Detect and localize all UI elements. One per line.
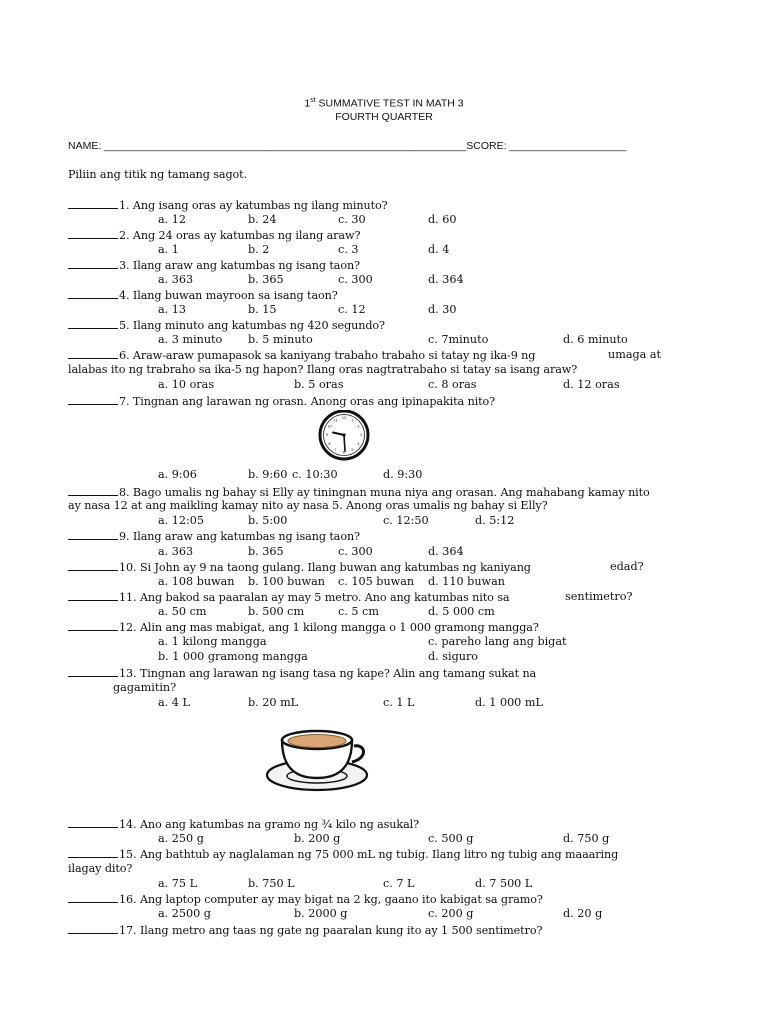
answer-blank <box>68 485 118 496</box>
option-d: d. 1 000 mL <box>475 696 543 709</box>
option-c: c. 10:30 <box>292 468 338 481</box>
option-d: d. 4 <box>428 243 450 256</box>
answer-blank <box>68 590 118 601</box>
question-6: 6. Araw-araw pumapasok sa kaniyang trabaho trabaho si tatay ng ika-9 ng <box>68 348 535 362</box>
option-a: a. 13 <box>158 303 187 316</box>
option-a: a. 1 <box>158 243 179 256</box>
option-d: d. 30 <box>428 303 457 316</box>
name-score-row <box>68 140 626 152</box>
option-d: d. 750 g <box>563 832 610 845</box>
instruction: Piliin ang titik ng tamang sagot. <box>68 168 248 181</box>
answer-blank <box>68 288 118 299</box>
option-d: d. 9:30 <box>383 468 423 481</box>
option-a: a. 12 <box>158 213 187 226</box>
question-16: 16. Ang laptop computer ay may bigat na 2 kg, gaano ito kabigat sa gramo? <box>68 892 543 906</box>
option-d: d. 5:12 <box>475 514 515 527</box>
option-c: c. 1 L <box>383 696 415 709</box>
option-b: b. 5:00 <box>248 514 288 527</box>
option-c: c. 30 <box>338 213 366 226</box>
svg-text:8: 8 <box>328 442 331 446</box>
option-b: b. 15 <box>248 303 277 316</box>
option-a: a. 2500 g <box>158 907 211 920</box>
question-10-tail: edad? <box>610 560 644 573</box>
option-a: a. 75 L <box>158 877 198 890</box>
option-c: c. 300 <box>338 545 373 558</box>
svg-text:5: 5 <box>351 448 354 452</box>
svg-text:2: 2 <box>357 424 360 429</box>
option-d: d. 20 g <box>563 907 603 920</box>
question-7: 7. Tingnan ang larawan ng orasn. Anong oras ang ipinapakita nito? <box>68 394 495 408</box>
option-b: b. 1 000 gramong mangga <box>158 650 308 663</box>
option-a: a. 108 buwan <box>158 575 235 588</box>
option-a: a. 50 cm <box>158 605 207 618</box>
clock-icon <box>314 410 374 462</box>
answer-blank <box>68 817 118 828</box>
question-10: 10. Si John ay 9 na taong gulang. Ilang buwan ang katumbas ng kaniyang <box>68 560 531 574</box>
option-b: b. 9:60 <box>248 468 288 481</box>
question-14: 14. Ano ang katumbas na gramo ng ¾ kilo ng asukal? <box>68 817 419 831</box>
coffee-cup-icon <box>262 726 372 794</box>
option-c: c. 7 L <box>383 877 415 890</box>
answer-blank <box>68 228 118 239</box>
answer-blank <box>68 923 118 934</box>
answer-blank <box>68 318 118 329</box>
option-c: c. pareho lang ang bigat <box>428 635 567 648</box>
option-b: b. 750 L <box>248 877 295 890</box>
option-c: c. 300 <box>338 273 373 286</box>
question-9: 9. Ilang araw ang katumbas ng isang taon? <box>68 529 360 543</box>
option-a: a. 363 <box>158 273 194 286</box>
option-d: d. 6 minuto <box>563 333 628 346</box>
answer-blank <box>68 529 118 540</box>
answer-blank <box>68 560 118 571</box>
question-1: 1. Ang isang oras ay katumbas ng ilang minuto? <box>68 198 388 212</box>
option-c: c. 12:50 <box>383 514 429 527</box>
option-b: b. 24 <box>248 213 277 226</box>
question-11: 11. Ang bakod sa paaralan ay may 5 metro. Ano ang katumbas nito sa <box>68 590 509 604</box>
question-13-line-2: gagamitin? <box>113 681 177 694</box>
answer-blank <box>68 394 118 405</box>
question-15-line-2: ilagay dito? <box>68 862 133 875</box>
option-a: a. 12:05 <box>158 514 205 527</box>
test-title: 1st SUMMATIVE TEST IN MATH 3 <box>304 97 464 110</box>
option-b: b. 365 <box>248 273 284 286</box>
question-8: 8. Bago umalis ng bahay si Elly ay tiningnan muna niya ang orasan. Ang mahabang kamay nito <box>68 485 650 499</box>
answer-blank <box>68 198 118 209</box>
option-d: d. 60 <box>428 213 457 226</box>
answer-blank <box>68 258 118 269</box>
option-d: d. 7 500 L <box>475 877 533 890</box>
option-c: c. 8 oras <box>428 378 477 391</box>
answer-blank <box>68 666 118 677</box>
svg-text:11: 11 <box>333 418 338 423</box>
option-b: b. 2000 g <box>294 907 348 920</box>
svg-text:1: 1 <box>351 418 354 423</box>
svg-text:6: 6 <box>342 450 346 455</box>
option-b: b. 365 <box>248 545 284 558</box>
test-subtitle: FOURTH QUARTER <box>335 111 433 123</box>
option-b: b. 20 mL <box>248 696 299 709</box>
svg-text:12: 12 <box>341 416 347 420</box>
option-b: b. 5 minuto <box>248 333 313 346</box>
option-c: c. 500 g <box>428 832 474 845</box>
option-b: b. 100 buwan <box>248 575 326 588</box>
option-d: d. 110 buwan <box>428 575 506 588</box>
question-2: 2. Ang 24 oras ay katumbas ng ilang araw? <box>68 228 360 242</box>
question-5: 5. Ilang minuto ang katumbas ng 420 segundo? <box>68 318 385 332</box>
svg-text:9: 9 <box>325 433 329 438</box>
name-field-label: NAME: ______________________________________________________________ <box>68 140 467 152</box>
svg-text:4: 4 <box>357 442 360 446</box>
option-c: c. 200 g <box>428 907 474 920</box>
option-c: c. 105 buwan <box>338 575 415 588</box>
question-3: 3. Ilang araw ang katumbas ng isang taon? <box>68 258 360 272</box>
question-17: 17. Ilang metro ang taas ng gate ng paaralan kung ito ay 1 500 sentimetro? <box>68 923 542 937</box>
svg-text:10: 10 <box>327 424 332 429</box>
option-d: d. 5 000 cm <box>428 605 495 618</box>
answer-blank <box>68 348 118 359</box>
option-a: a. 363 <box>158 545 194 558</box>
question-12: 12. Alin ang mas mabigat, ang 1 kilong mangga o 1 000 gramong mangga? <box>68 620 539 634</box>
score-field-label: SCORE: ____________________ <box>466 140 627 152</box>
option-a: a. 10 oras <box>158 378 215 391</box>
option-d: d. 12 oras <box>563 378 620 391</box>
question-6-line-2: lalabas ito ng trabraho sa ika-5 ng hapon? Ilang oras nagtratrabaho si tatay sa isang araw? <box>68 363 578 376</box>
option-c: c. 12 <box>338 303 366 316</box>
option-d: d. 364 <box>428 545 464 558</box>
question-13: 13. Tingnan ang larawan ng isang tasa ng kape? Alin ang tamang sukat na <box>68 666 536 680</box>
question-8-line-2: ay nasa 12 at ang maikling kamay nito ay nasa 5. Anong oras umalis ng bahay si Elly? <box>68 499 548 512</box>
option-a: a. 9:06 <box>158 468 197 481</box>
option-d: d. siguro <box>428 650 479 663</box>
answer-blank <box>68 620 118 631</box>
option-a: a. 4 L <box>158 696 190 709</box>
svg-text:7: 7 <box>334 448 337 452</box>
option-c: c. 5 cm <box>338 605 379 618</box>
option-a: a. 3 minuto <box>158 333 223 346</box>
question-4: 4. Ilang buwan mayroon sa isang taon? <box>68 288 338 302</box>
question-11-tail: sentimetro? <box>565 590 633 603</box>
option-b: b. 200 g <box>294 832 341 845</box>
question-6-tail: umaga at <box>608 348 662 361</box>
answer-blank <box>68 892 118 903</box>
answer-blank <box>68 847 118 858</box>
svg-text:3: 3 <box>359 433 363 438</box>
option-c: c. 3 <box>338 243 359 256</box>
option-b: b. 2 <box>248 243 270 256</box>
option-c: c. 7minuto <box>428 333 489 346</box>
question-15: 15. Ang bathtub ay naglalaman ng 75 000 mL ng tubig. Ilang litro ng tubig ang maaaring <box>68 847 618 861</box>
option-a: a. 1 kilong mangga <box>158 635 267 648</box>
option-d: d. 364 <box>428 273 464 286</box>
option-a: a. 250 g <box>158 832 204 845</box>
option-b: b. 5 oras <box>294 378 344 391</box>
option-b: b. 500 cm <box>248 605 305 618</box>
